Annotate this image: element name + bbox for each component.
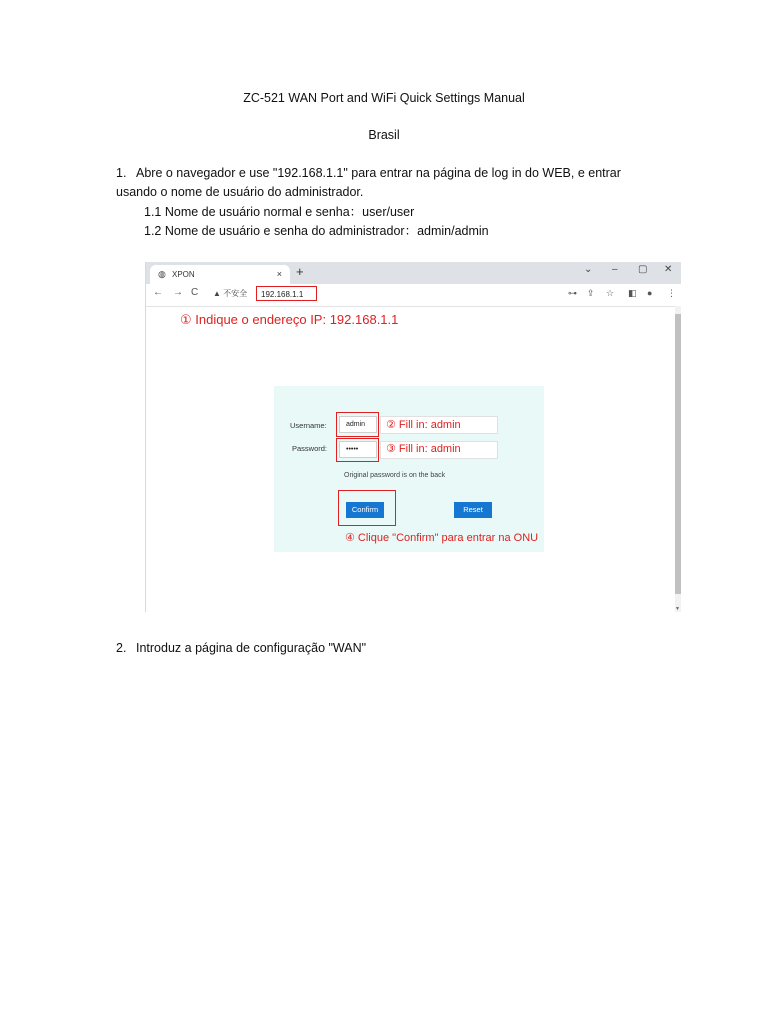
tab-close-icon[interactable]: × bbox=[276, 269, 282, 279]
scroll-down-icon[interactable]: ▼ bbox=[675, 606, 680, 612]
login-panel bbox=[274, 386, 544, 552]
browser-tab[interactable] bbox=[150, 265, 290, 284]
scrollbar[interactable] bbox=[675, 306, 681, 612]
tab-search-icon[interactable]: ⌄ bbox=[584, 264, 593, 275]
browser-tabbar bbox=[146, 262, 681, 284]
profile-icon[interactable]: ● bbox=[647, 288, 653, 298]
confirm-highlight-box bbox=[338, 490, 396, 526]
confirm-button[interactable]: Confirm bbox=[346, 502, 384, 518]
menu-icon[interactable]: ⋮ bbox=[667, 288, 676, 298]
doc-title: ZC-521 WAN Port and WiFi Quick Settings Manual bbox=[243, 91, 525, 105]
annotation-step3: ③ Fill in: admin bbox=[386, 443, 461, 455]
back-icon[interactable]: ← bbox=[153, 287, 163, 298]
annotation-step1: ① Indique o endereço IP: 192.168.1.1 bbox=[180, 312, 399, 327]
step1-text: Abre o navegador e use "192.168.1.1" para entrar na página de log in do WEB, e entrar bbox=[136, 166, 621, 180]
forward-icon[interactable]: → bbox=[173, 287, 183, 298]
security-warning-label[interactable]: ▲ 不安全 bbox=[213, 289, 248, 298]
annotation-step2: ② Fill in: admin bbox=[386, 419, 461, 431]
globe-icon: ◍ bbox=[158, 269, 166, 279]
step1-sub-admin-user: 1.2 Nome de usuário e senha do administrador：admin/admin bbox=[144, 224, 489, 238]
star-icon[interactable]: ☆ bbox=[606, 288, 615, 298]
step1-text-continued: usando o nome de usuário do administrador. bbox=[116, 185, 364, 199]
password-label: Password: bbox=[292, 444, 328, 453]
browser-toolbar bbox=[146, 284, 681, 307]
reset-button[interactable]: Reset bbox=[454, 502, 492, 518]
step2-number: 2. bbox=[116, 641, 127, 655]
step2-paragraph bbox=[116, 639, 366, 658]
new-tab-icon[interactable]: + bbox=[296, 264, 304, 279]
password-hint: Original password is on the back bbox=[344, 472, 446, 479]
password-input[interactable]: ••••• bbox=[339, 441, 377, 458]
scrollbar-thumb[interactable] bbox=[675, 314, 681, 594]
username-highlight-box bbox=[336, 412, 379, 437]
step1-sub-normal-user: 1.1 Nome de usuário normal e senha：user/user bbox=[144, 205, 415, 219]
address-bar[interactable]: 192.168.1.1 bbox=[256, 286, 317, 301]
doc-subtitle: Brasil bbox=[368, 128, 400, 142]
sidebar-icon[interactable]: ◧ bbox=[628, 288, 637, 298]
step1-paragraph bbox=[116, 164, 652, 183]
username-input[interactable]: admin bbox=[339, 416, 377, 433]
close-window-icon[interactable]: ✕ bbox=[664, 264, 673, 275]
maximize-icon[interactable]: ▢ bbox=[638, 264, 648, 275]
share-icon[interactable]: ⇪ bbox=[587, 288, 595, 298]
username-label: Username: bbox=[290, 421, 327, 430]
reload-icon[interactable]: C bbox=[191, 287, 199, 298]
password-highlight-box bbox=[336, 438, 379, 462]
minimize-icon[interactable]: – bbox=[612, 264, 618, 275]
step2-text: Introduz a página de configuração "WAN" bbox=[136, 641, 367, 655]
key-icon[interactable]: ⊶ bbox=[568, 288, 577, 298]
tab-title: XPON bbox=[172, 270, 195, 279]
browser-screenshot bbox=[145, 262, 681, 612]
step1-number: 1. bbox=[116, 166, 127, 180]
annotation-step4: ④ Clique "Confirm" para entrar na ONU bbox=[345, 532, 539, 544]
